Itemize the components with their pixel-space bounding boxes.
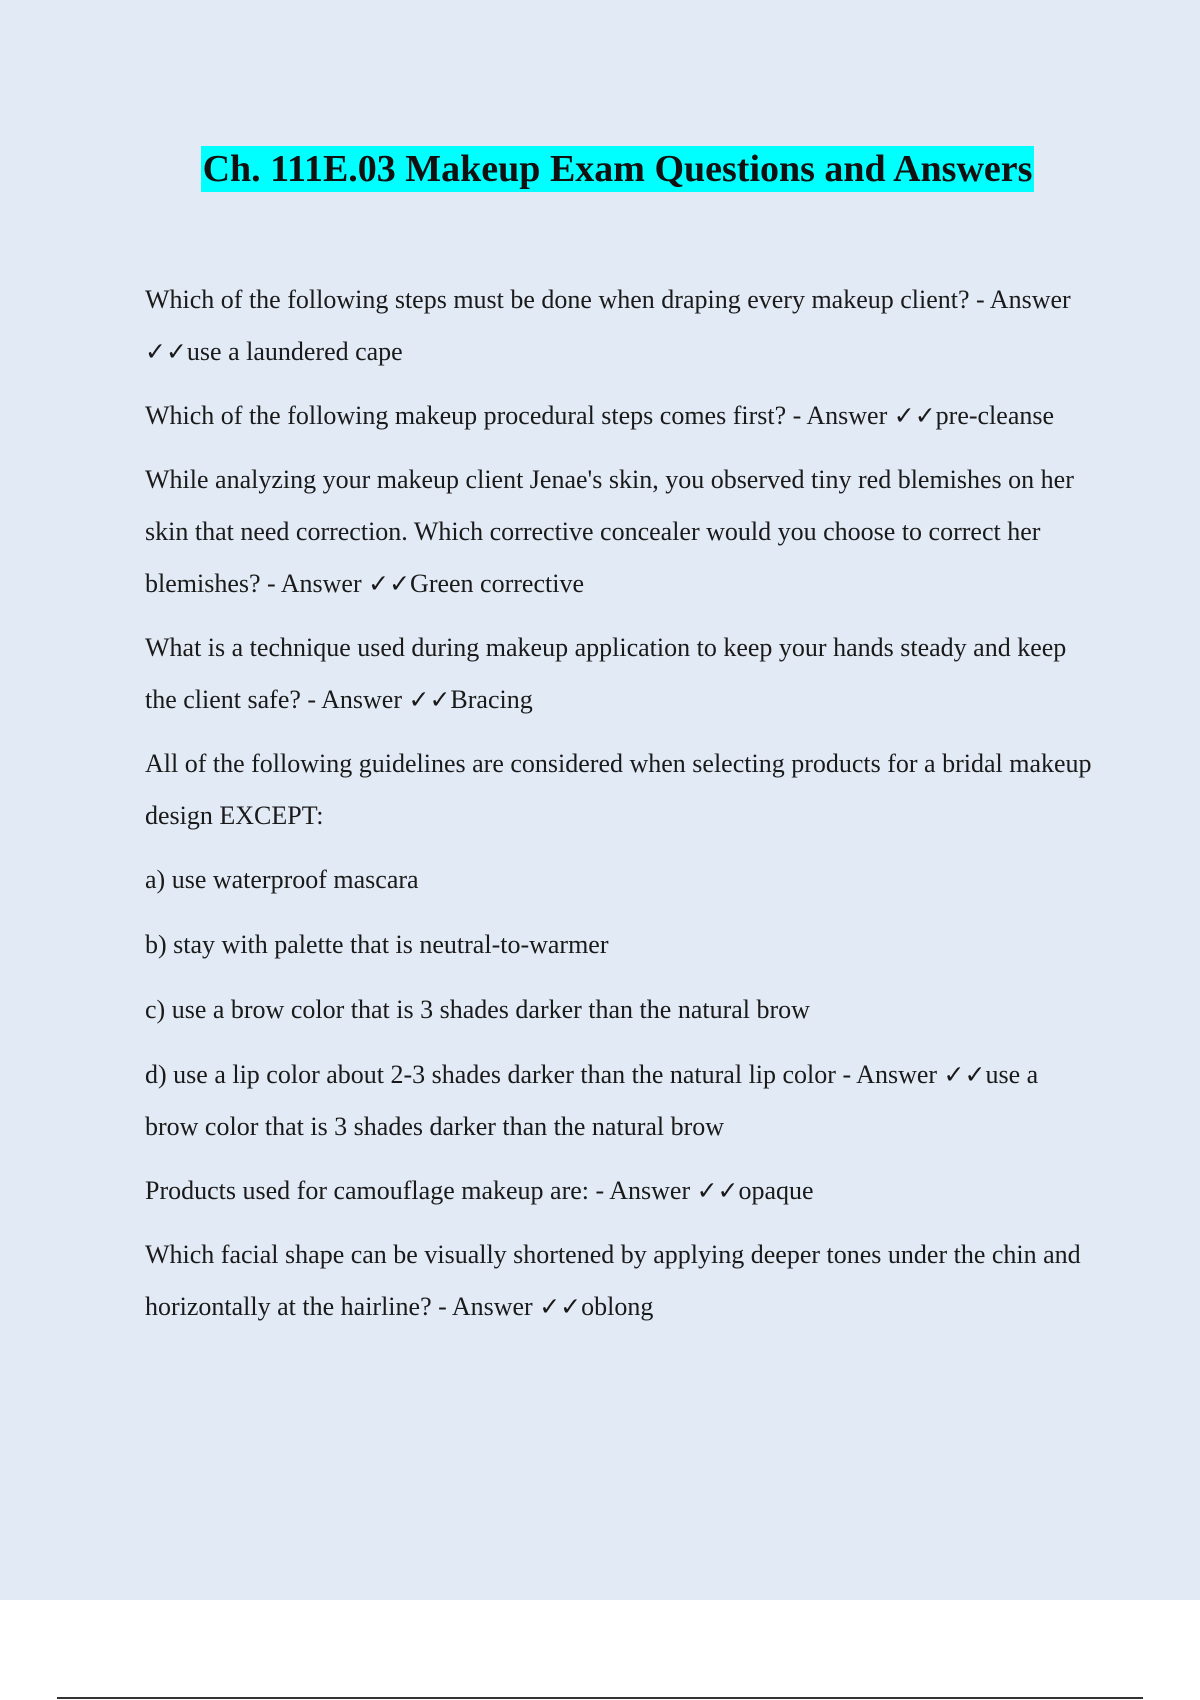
qa-item-1 bbox=[145, 274, 1095, 378]
qa-item-4 bbox=[145, 622, 1095, 726]
qa-item-3 bbox=[145, 454, 1095, 610]
title-container bbox=[0, 146, 1200, 192]
qa-item-6 bbox=[145, 1165, 1095, 1217]
answer-text: opaque bbox=[738, 1176, 814, 1205]
answer-text: use a brow color that is 3 shades darker than the natural brow bbox=[145, 1060, 1039, 1141]
option-text: d) use a lip color about 2-3 shades darker than the natural lip color - bbox=[145, 1060, 857, 1089]
answer-prefix: Answer bbox=[451, 1292, 533, 1321]
answer-text: use a laundered cape bbox=[186, 337, 403, 366]
question-text: Products used for camouflage makeup are: - bbox=[145, 1176, 610, 1205]
double-check-icon: ✓✓ bbox=[145, 337, 187, 366]
bridal-option-b: b) stay with palette that is neutral-to-warmer bbox=[145, 930, 609, 959]
double-check-icon: ✓✓ bbox=[408, 685, 451, 714]
bridal-option-d bbox=[145, 1049, 1095, 1153]
qa-item-7 bbox=[145, 1229, 1095, 1333]
double-check-icon: ✓✓ bbox=[539, 1292, 582, 1321]
answer-text: pre-cleanse bbox=[935, 401, 1055, 430]
double-check-icon: ✓✓ bbox=[696, 1176, 739, 1205]
question-text: Which of the following steps must be done when draping every makeup client? - bbox=[145, 285, 985, 314]
qa-item-2 bbox=[145, 390, 1095, 442]
double-check-icon: ✓✓ bbox=[368, 569, 411, 598]
qa-content bbox=[145, 274, 1095, 1345]
answer-prefix: Answer bbox=[856, 1060, 938, 1089]
answer-text: oblong bbox=[581, 1292, 654, 1321]
footer-divider bbox=[57, 1697, 1143, 1699]
answer-text: Green corrective bbox=[410, 569, 584, 598]
double-check-icon: ✓✓ bbox=[943, 1060, 986, 1089]
bridal-question: All of the following guidelines are considered when selecting products for a bridal makeup design EXCEPT: bbox=[145, 749, 1092, 830]
document-title: Ch. 111E.03 Makeup Exam Questions and Answers bbox=[202, 148, 1033, 190]
bridal-option-c: c) use a brow color that is 3 shades darker than the natural brow bbox=[145, 995, 810, 1024]
answer-prefix: Answer bbox=[609, 1176, 691, 1205]
answer-text: Bracing bbox=[450, 685, 533, 714]
question-text: While analyzing your makeup client Jenae's skin, you observed tiny red blemishes on her skin that need correction. Which corrective concealer would you choose to correct her blemishes? - bbox=[145, 465, 1074, 598]
answer-prefix: Answer bbox=[280, 569, 362, 598]
bridal-option-a: a) use waterproof mascara bbox=[145, 865, 419, 894]
question-text: What is a technique used during makeup application to keep your hands steady and keep the client safe? - bbox=[145, 633, 1067, 714]
answer-prefix: Answer bbox=[989, 285, 1071, 314]
double-check-icon: ✓✓ bbox=[893, 401, 936, 430]
question-text: Which facial shape can be visually shortened by applying deeper tones under the chin and horizontally at the hairline? - bbox=[145, 1240, 1081, 1321]
question-text: Which of the following makeup procedural steps comes first? - bbox=[145, 401, 807, 430]
answer-prefix: Answer bbox=[321, 685, 403, 714]
answer-prefix: Answer bbox=[806, 401, 888, 430]
